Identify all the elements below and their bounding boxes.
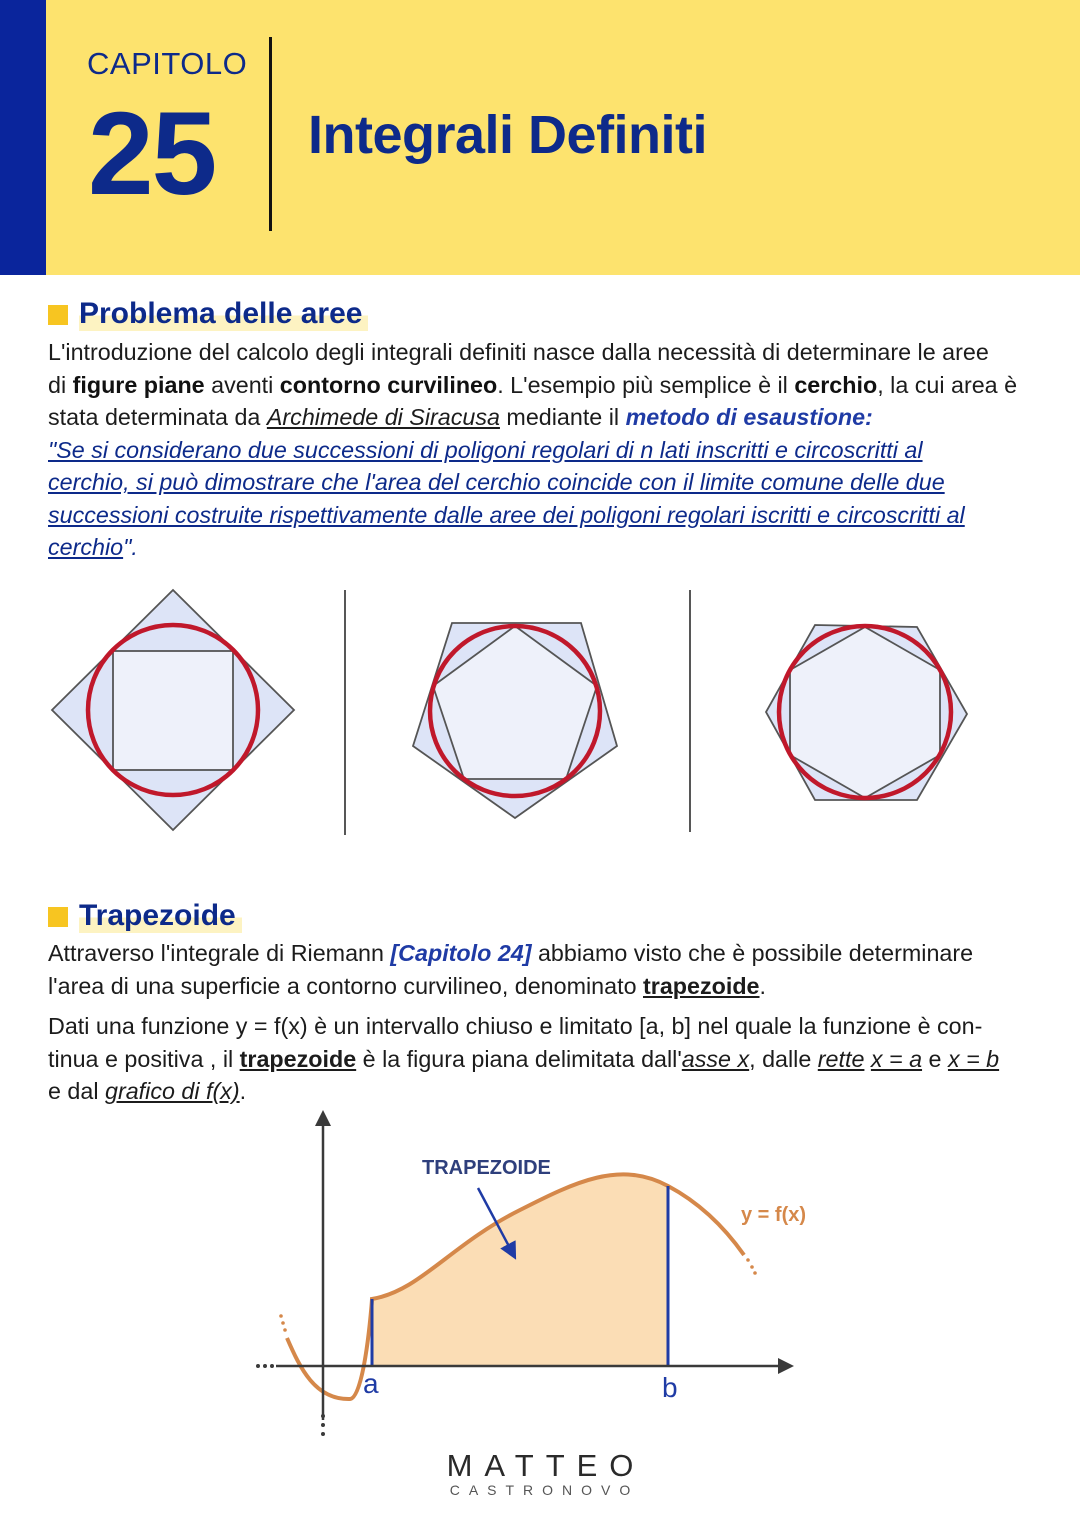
chapter-reference-link: [Capitolo 24]	[390, 940, 532, 966]
curve-dot	[750, 1265, 754, 1269]
text-run: cerchio	[48, 534, 124, 560]
author-logo-sub: CASTRONOVO	[449, 1482, 640, 1498]
page-title: Integrali Definiti	[308, 105, 708, 165]
figure-square	[52, 590, 294, 830]
trapezoid-area	[372, 1174, 668, 1365]
function-label: y = f(x)	[741, 1204, 807, 1226]
archimede-quote	[48, 434, 1038, 564]
term-trapezoide: trapezoide	[239, 1045, 357, 1072]
text-run: .	[239, 1078, 247, 1104]
trapezoide-intro	[48, 937, 1038, 1002]
axis-dot	[321, 1432, 325, 1436]
text-run: :	[865, 404, 873, 430]
text-line	[48, 937, 1038, 970]
quote-line: successioni costruite rispettivamente dalle aree dei poligoni regolari iscritti e circoscritti al	[48, 501, 965, 528]
curve-dot	[283, 1328, 287, 1332]
curve-dot	[279, 1314, 283, 1318]
text-line	[48, 970, 1038, 1003]
term-figure-piane: figure piane	[72, 371, 205, 398]
curve-dot	[746, 1258, 750, 1262]
bound-label-a: a	[363, 1368, 379, 1399]
chapter-header	[0, 0, 1080, 275]
text-run: L'introduzione del calcolo degli integrali definiti nasce dalla necessità di determinare le aree	[48, 339, 989, 365]
term-grafico: grafico di f(x)	[105, 1078, 240, 1104]
text-run: . L'esempio più semplice è il	[497, 371, 795, 398]
term-rette: rette	[817, 1045, 865, 1072]
intro-line-2	[48, 369, 1038, 402]
text-run: e	[922, 1045, 948, 1072]
text-run: , la cui area è	[877, 371, 1018, 398]
text-run: mediante il	[499, 404, 626, 430]
quote-line: cerchio, si può dimostrare che l'area del cerchio coincide con il limite comune delle due	[48, 469, 945, 495]
term-asse-x: asse x	[681, 1045, 750, 1072]
intro-line-3	[48, 401, 1038, 434]
term-trapezoide: trapezoide	[643, 972, 760, 999]
figure-hexagon	[766, 625, 967, 800]
text-run: tinua e positiva , il	[48, 1045, 240, 1072]
term-cerchio: cerchio	[794, 371, 878, 398]
curve-dot	[281, 1321, 285, 1325]
header-accent-bar	[0, 0, 46, 275]
chapter-number: 25	[88, 88, 216, 220]
text-run: e dal	[48, 1078, 105, 1104]
term-x-equals-b: x = b	[947, 1045, 1000, 1072]
archimede-link: Archimede di Siracusa	[266, 404, 500, 430]
text-run: l'area di una superficie a contorno curvilineo, denominato	[48, 972, 643, 999]
text-line: Dati una funzione y = f(x) è un intervallo chiuso e limitato [a, b] nel quale la funzione è con-	[48, 1013, 983, 1039]
axis-dot	[321, 1414, 325, 1418]
header-divider	[269, 37, 272, 231]
bullet-square-icon	[48, 305, 68, 325]
intro-line-1	[48, 336, 1038, 369]
text-run: è la figura piana delimitata dall'	[356, 1045, 682, 1072]
quote-line	[48, 531, 1038, 564]
text-run: , dalle	[749, 1045, 818, 1072]
exhaustion-figures	[0, 580, 1080, 845]
axis-dot	[270, 1364, 274, 1368]
trapezoide-definition	[48, 1010, 1038, 1108]
trapezoide-label: TRAPEZOIDE	[422, 1157, 551, 1179]
figure-pentagon	[413, 623, 617, 818]
curve-dot	[753, 1271, 757, 1275]
bullet-square-icon	[48, 907, 68, 927]
text-run: di	[48, 371, 73, 398]
term-contorno-curvilineo: contorno curvilineo	[279, 371, 498, 398]
section-heading-text: Trapezoide	[79, 899, 242, 933]
text-run: Attraverso l'integrale di Riemann	[48, 940, 391, 966]
author-logo-main: MATTEO	[446, 1448, 646, 1483]
section-heading-problema	[48, 297, 368, 331]
intro-paragraph	[48, 336, 1038, 434]
term-x-equals-a: x = a	[870, 1045, 923, 1072]
text-run: stata determinata da	[48, 404, 267, 430]
x-axis-arrow-icon	[778, 1358, 794, 1374]
chapter-label: CAPITOLO	[87, 46, 248, 81]
text-run: abbiamo visto che è possibile determinare	[531, 940, 974, 966]
metodo-esaustione: metodo di esaustione	[625, 404, 866, 430]
section-heading-text: Problema delle aree	[79, 297, 368, 331]
axis-dot	[321, 1423, 325, 1427]
axis-dot	[256, 1364, 260, 1368]
bound-label-b: b	[662, 1372, 678, 1403]
trapezoid-graph	[0, 1100, 1080, 1445]
text-run: ".	[123, 534, 138, 560]
text-run: aventi	[204, 371, 280, 398]
section-heading-trapezoide	[48, 899, 242, 933]
text-line	[48, 1043, 1038, 1076]
text-run: .	[759, 972, 766, 999]
axis-dot	[263, 1364, 267, 1368]
quote-line: "Se si considerano due successioni di poligoni regolari di n lati inscritti e circoscritti al	[48, 436, 923, 463]
inscribed-square	[113, 651, 233, 770]
y-axis-arrow-icon	[315, 1110, 331, 1126]
